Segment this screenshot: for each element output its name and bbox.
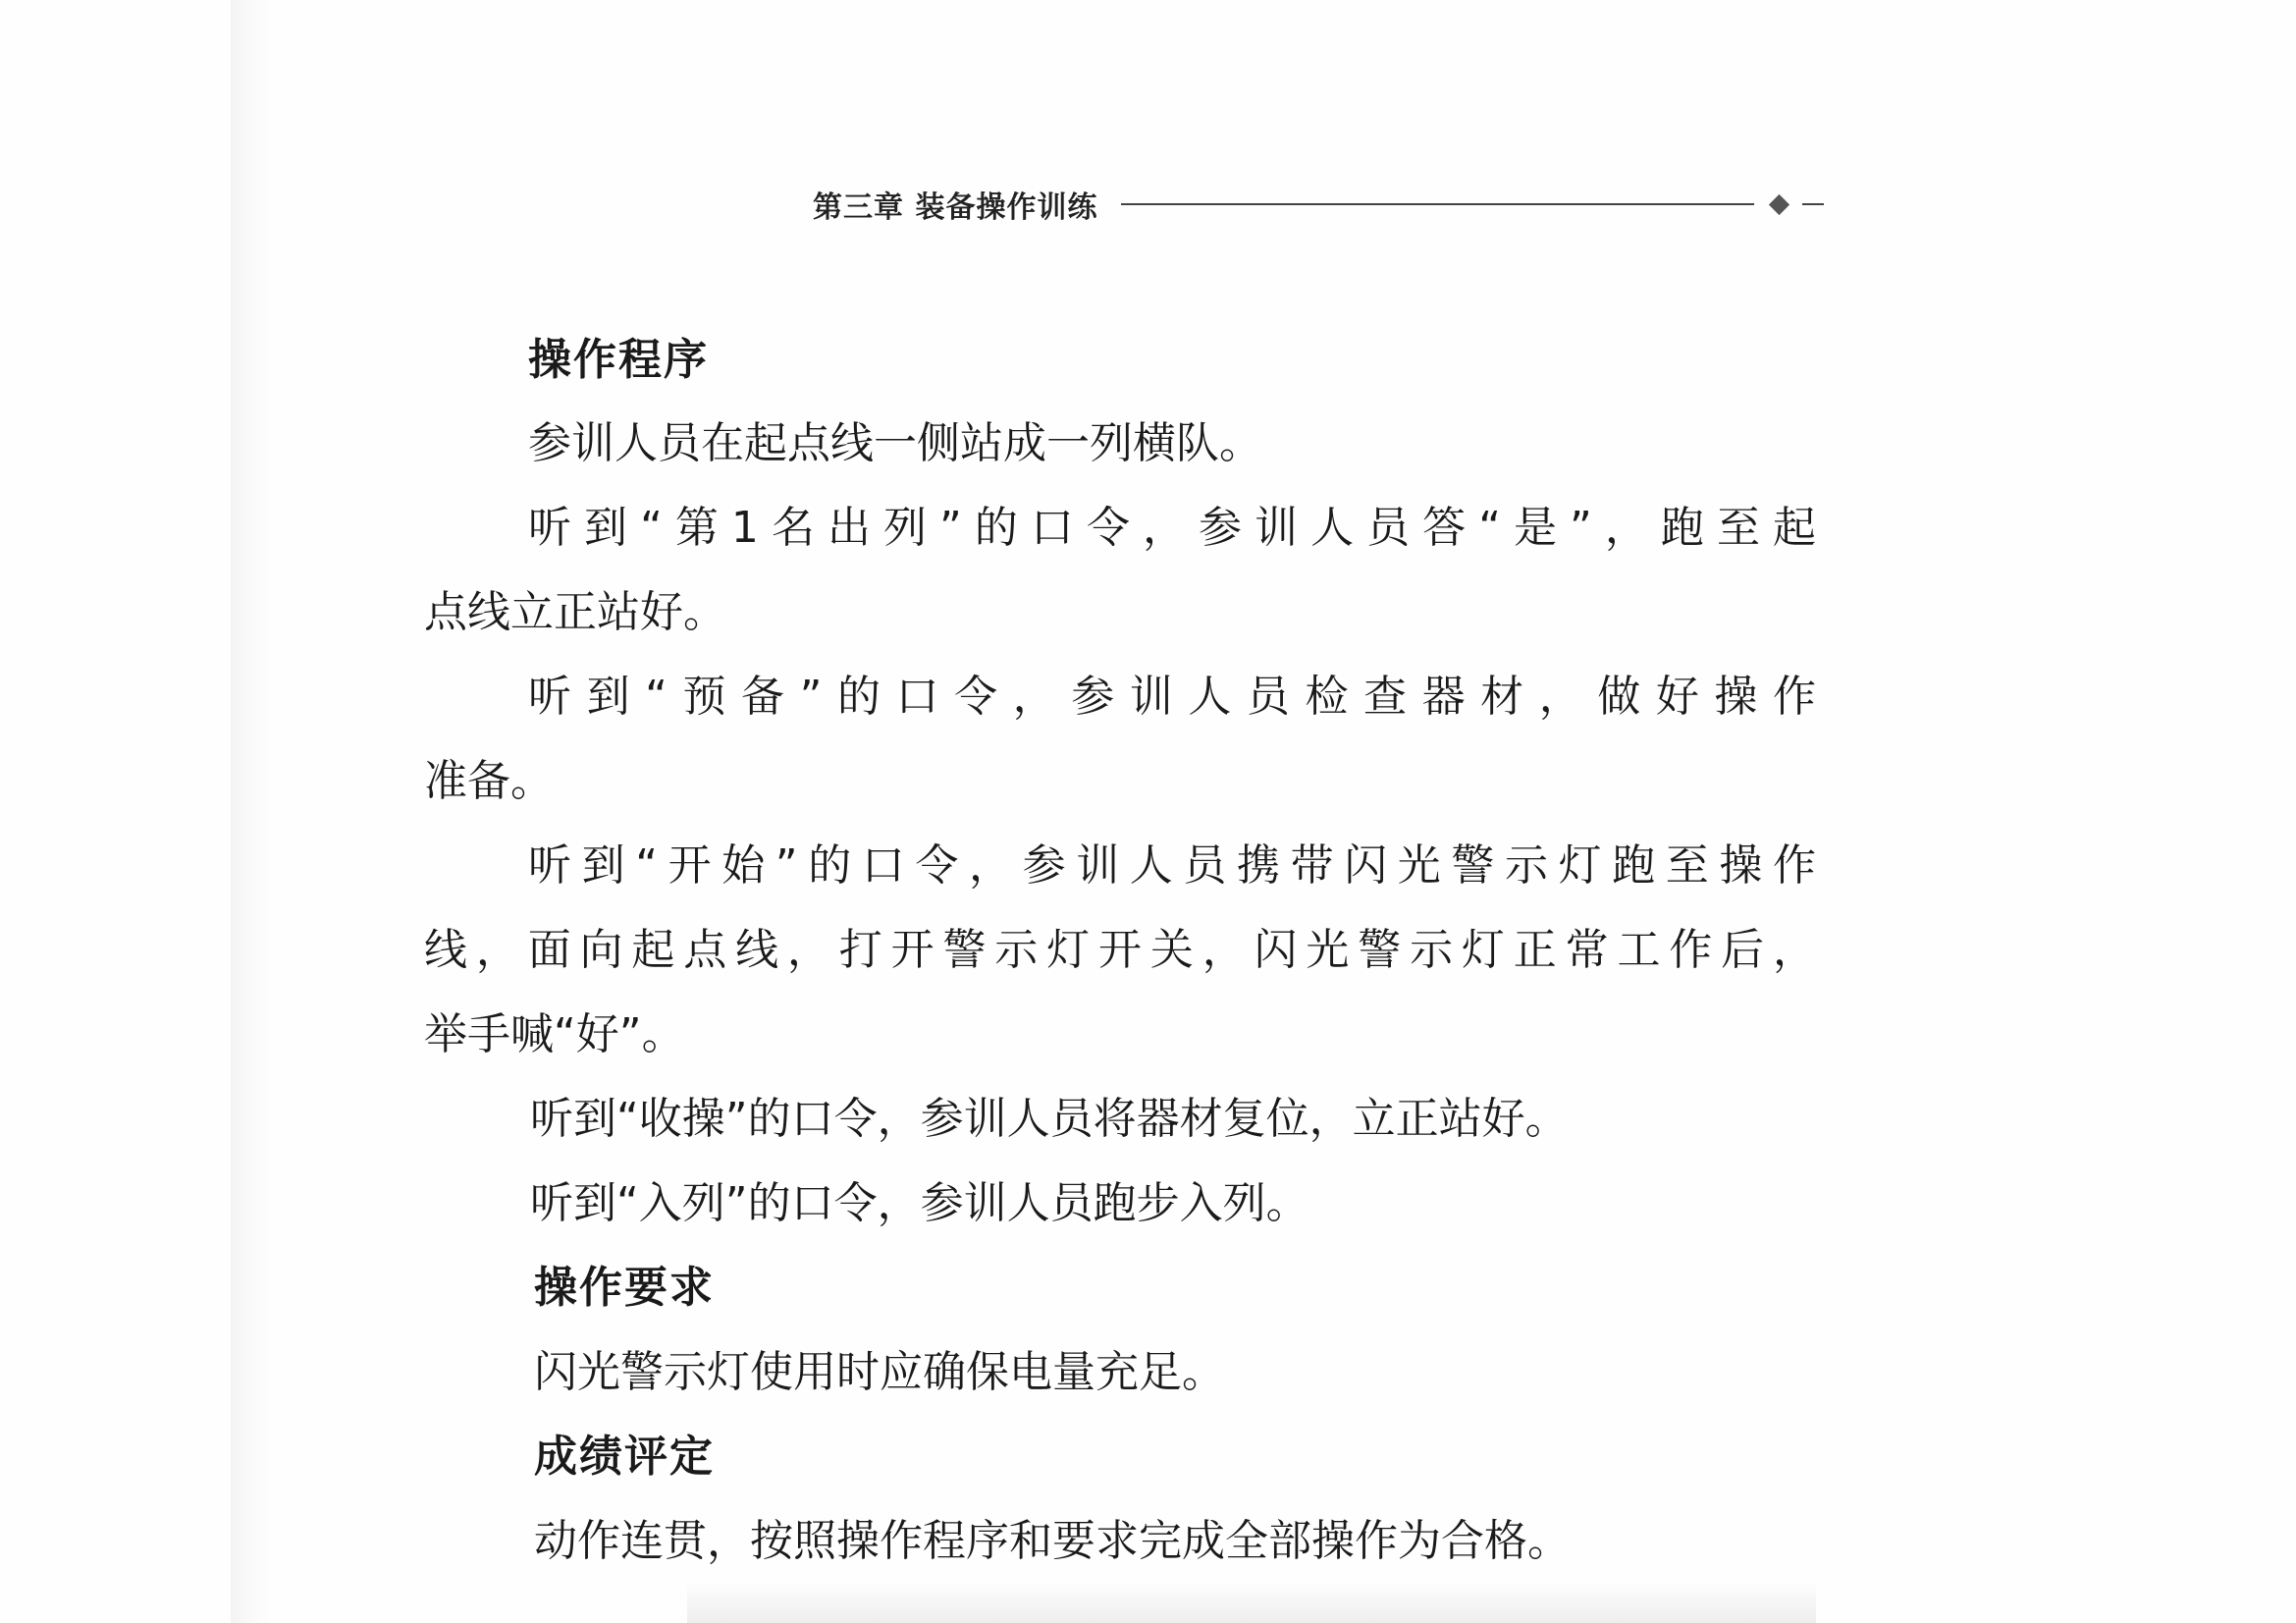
paragraph-line: 听到“入列”的口令，参训人员跑步入列。 <box>530 1178 1309 1228</box>
paragraph-line: 动作连贯，按照操作程序和要求完成全部操作为合格。 <box>534 1516 1571 1566</box>
paragraph-line: 听到“第1名出列”的口令，参训人员答“是”，跑至起 <box>528 503 1816 553</box>
paragraph-line: 听到“预备”的口令，参训人员检查器材，做好操作 <box>528 672 1816 722</box>
paragraph-line: 举手喊“好”。 <box>424 1009 685 1059</box>
paragraph-line: 线，面向起点线，打开警示灯开关，闪光警示灯正常工作后， <box>424 925 1816 975</box>
paragraph-line: 听到“开始”的口令，参训人员携带闪光警示灯跑至操作 <box>528 840 1816 891</box>
paragraph-line: 点线立正站好。 <box>424 587 726 637</box>
paragraph-line: 参训人员在起点线一侧站成一列横队。 <box>528 418 1262 468</box>
chapter-title: 第三章 装备操作训练 <box>813 190 1098 225</box>
section-heading-procedure: 操作程序 <box>528 335 709 385</box>
header-rule <box>1121 203 1754 205</box>
section-heading-assessment: 成绩评定 <box>534 1432 715 1482</box>
running-head <box>813 181 1824 228</box>
diamond-ornament-icon <box>1769 193 1789 214</box>
header-end-dash <box>1802 203 1824 205</box>
paragraph-line: 听到“收操”的口令，参训人员将器材复位，立正站好。 <box>530 1094 1569 1144</box>
section-heading-requirements: 操作要求 <box>534 1263 715 1313</box>
bleed-through-shadow <box>687 1581 1816 1623</box>
paragraph-line: 闪光警示灯使用时应确保电量充足。 <box>534 1347 1225 1397</box>
paragraph-line: 准备。 <box>424 756 554 806</box>
page-gutter-shadow <box>231 0 270 1623</box>
